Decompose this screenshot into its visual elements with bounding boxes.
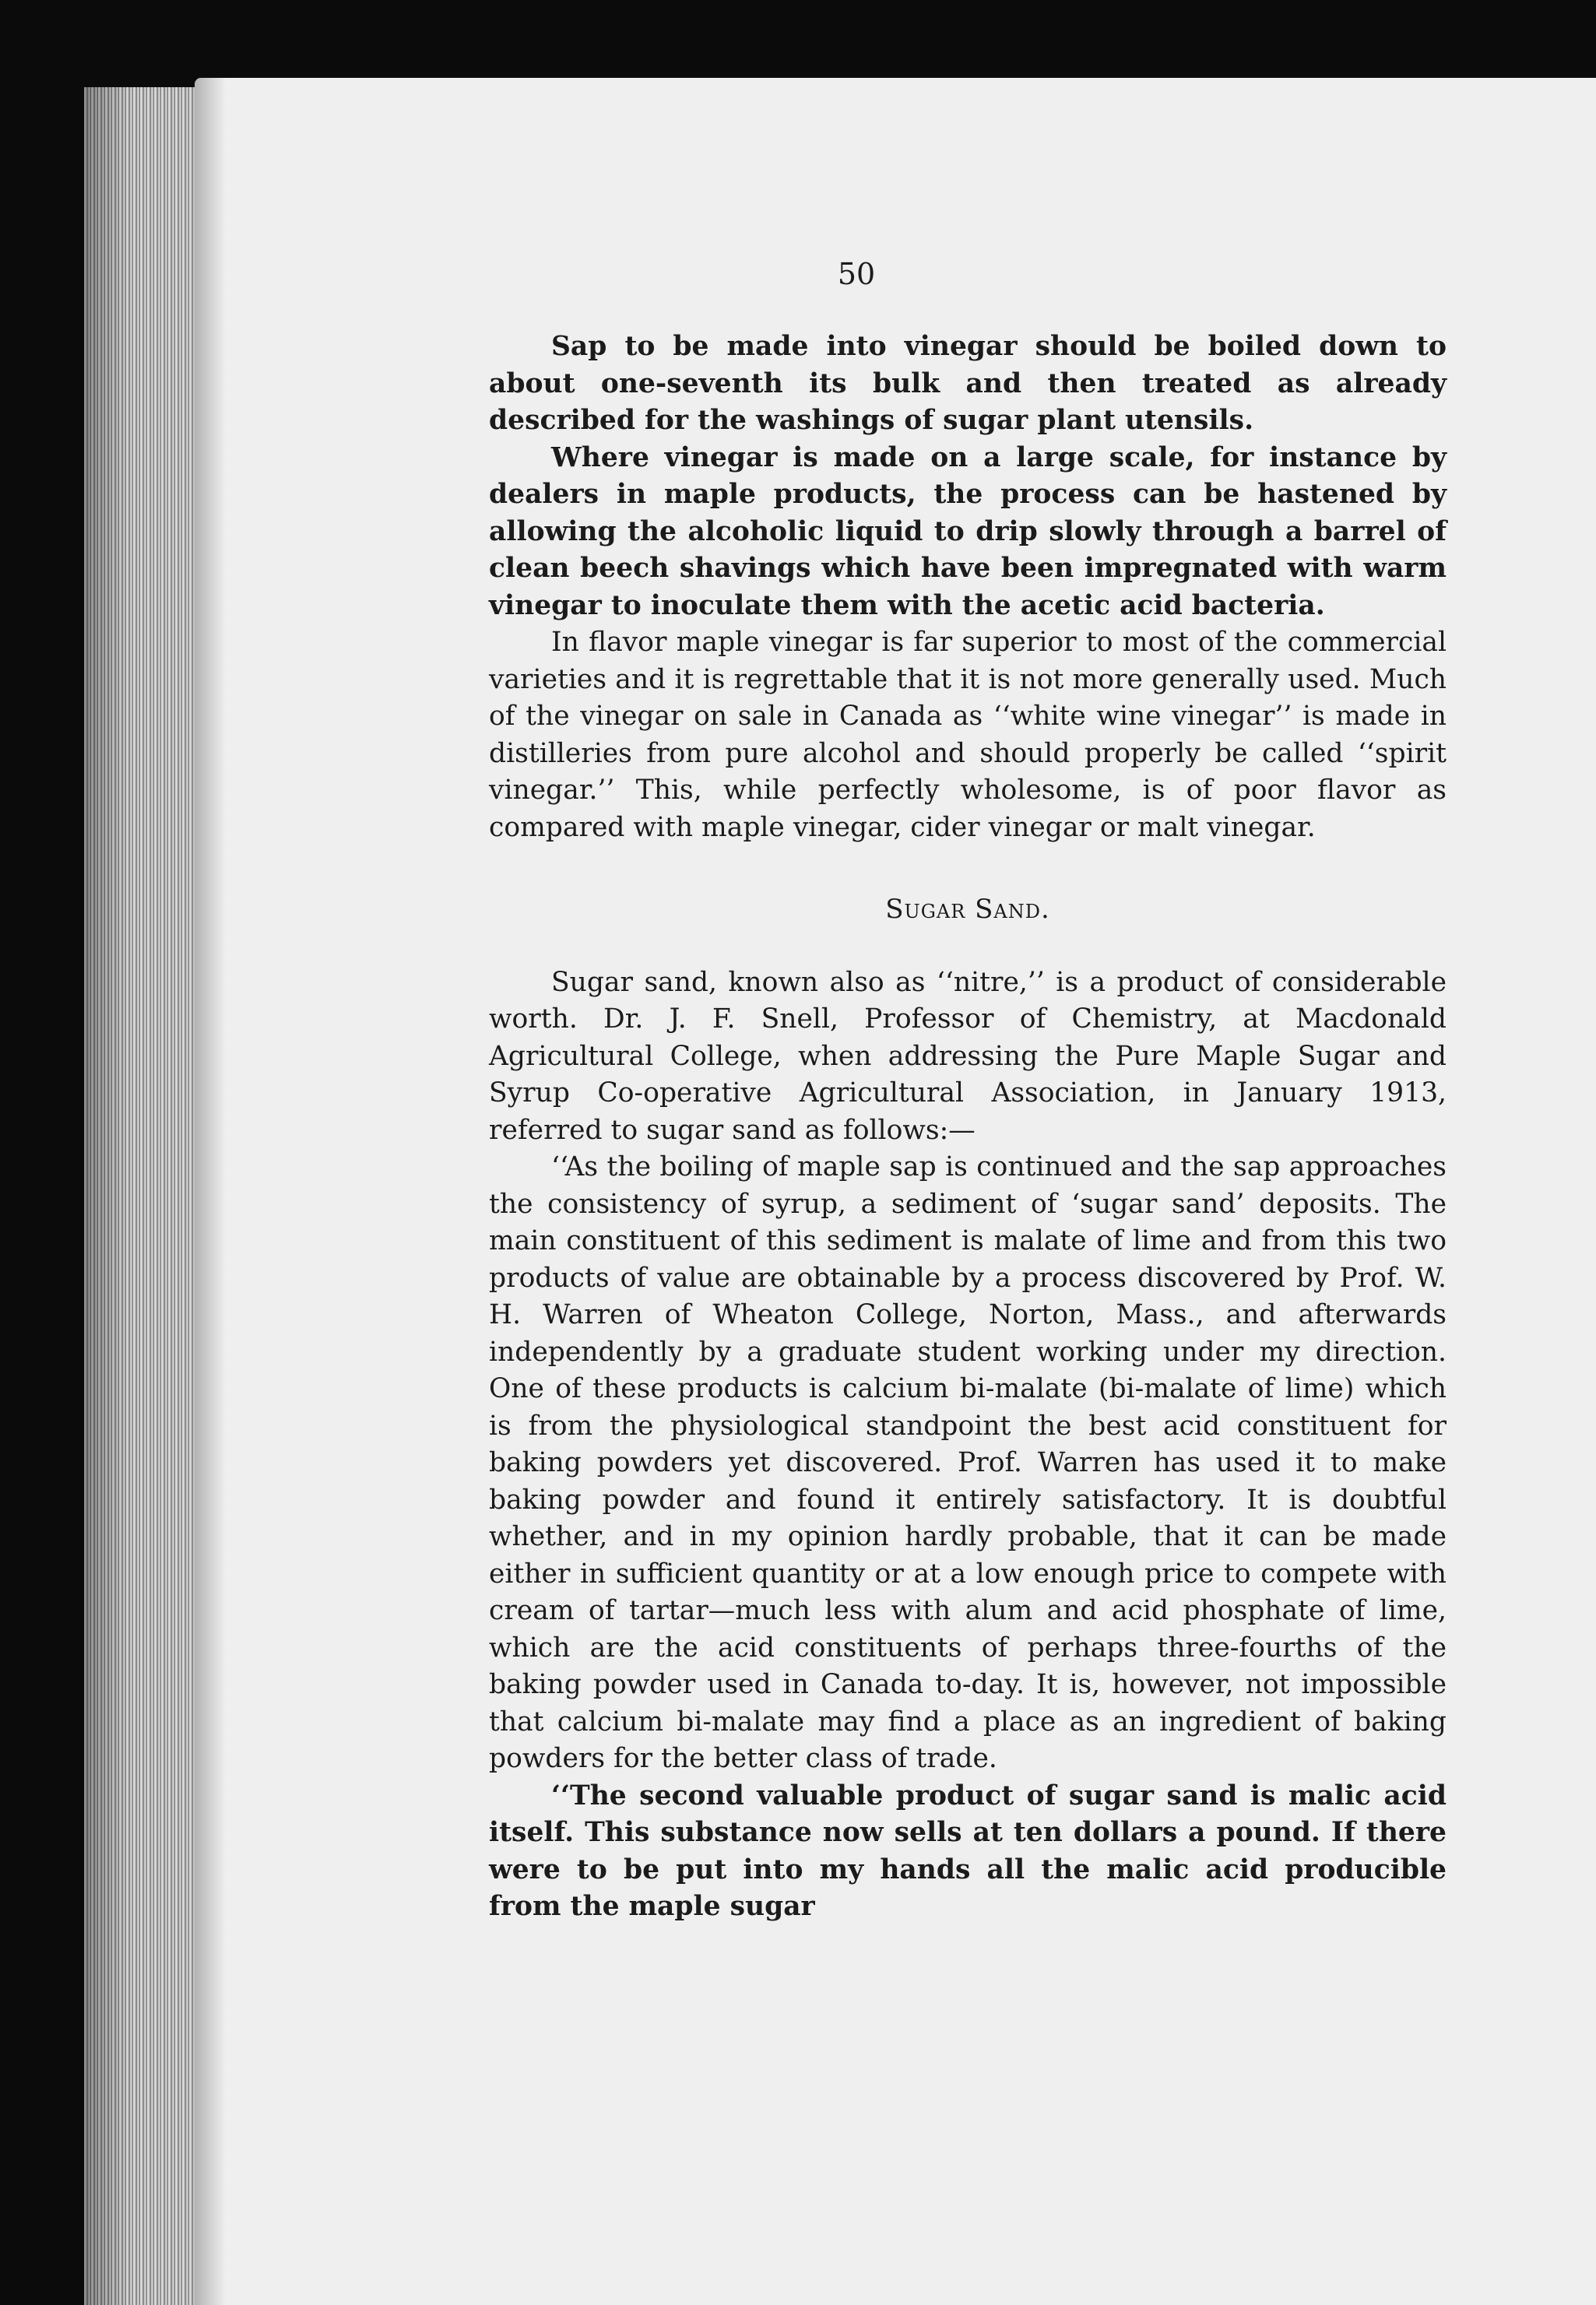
paragraph-sap-vinegar: Sap to be made into vinegar should be boiled down to about one-seventh its bulk and then treated as already described for the washings of sugar plant utensils. bbox=[489, 331, 1447, 436]
page-gutter-shadow bbox=[195, 78, 226, 2305]
page-number: 50 bbox=[837, 257, 876, 291]
paragraph-large-scale-vinegar: Where vinegar is made on a large scale, for instance by dealers in maple products, the process can be hastened by allowing the alcoholic liquid to drip slowly through a barrel of clean beech shavings which have been impregnated with warm vinegar to inoculate them with the acetic acid bacteria. bbox=[489, 441, 1447, 621]
paragraph-snell-quote: ‘‘As the boiling of maple sap is continued and the sap approaches the consistency of syrup, a sediment of ‘sugar sand’ deposits. The main constituent of this sediment is malate of lime and from this two products of value are obtainable by a process discovered by Prof. W. H. Warren of Wheaton College, Norton, Mass., and afterwards independently by a graduate student working under my direction. One of these products is calcium bi-malate (bi-malate of lime) which is from the physiological standpoint the best acid constituent for baking powders yet discovered. Prof. Warren has used it to make baking powder and found it entirely satisfactory. It is doubtful whether, and in my opinion hardly probable, that it can be made either in sufficient quantity or at a low enough price to compete with cream of tartar—much less with alum and acid phosphate of lime, which are the acid constituents of perhaps three-fourths of the baking powder used in Canada to-day. It is, however, not impossible that calcium bi-malate may find a place as an ingredient of baking powders for the better class of trade. bbox=[489, 1151, 1447, 1774]
paragraph-malic-acid: ‘‘The second valuable product of sugar sand is malic acid itself. This substance now sells at ten dollars a pound. If there were to be put into my hands all the malic acid producible from the maple sugar bbox=[489, 1780, 1447, 1922]
page-body-text bbox=[489, 329, 1447, 1926]
section-heading: Sugar Sand. bbox=[885, 894, 1050, 925]
paragraph-sugar-sand-intro: Sugar sand, known also as ‘‘nitre,’’ is a product of considerable worth. Dr. J. F. Snell, Professor of Chemistry, at Macdonald Agricultural College, when addressing the Pure Maple Sugar and Syrup Co-operative Agricultural Association, in January 1913, referred to sugar sand as follows:— bbox=[489, 966, 1447, 1146]
paragraph-flavor-vinegar: In flavor maple vinegar is far superior to most of the commercial varieties and it is regrettable that it is not more generally used. Much of the vinegar on sale in Canada as ‘‘white wine vinegar’’ is made in distilleries from pure alcohol and should properly be called ‘‘spirit vinegar.’’ This, while perfectly wholesome, is of poor flavor as compared with maple vinegar, cider vinegar or malt vinegar. bbox=[489, 627, 1447, 843]
